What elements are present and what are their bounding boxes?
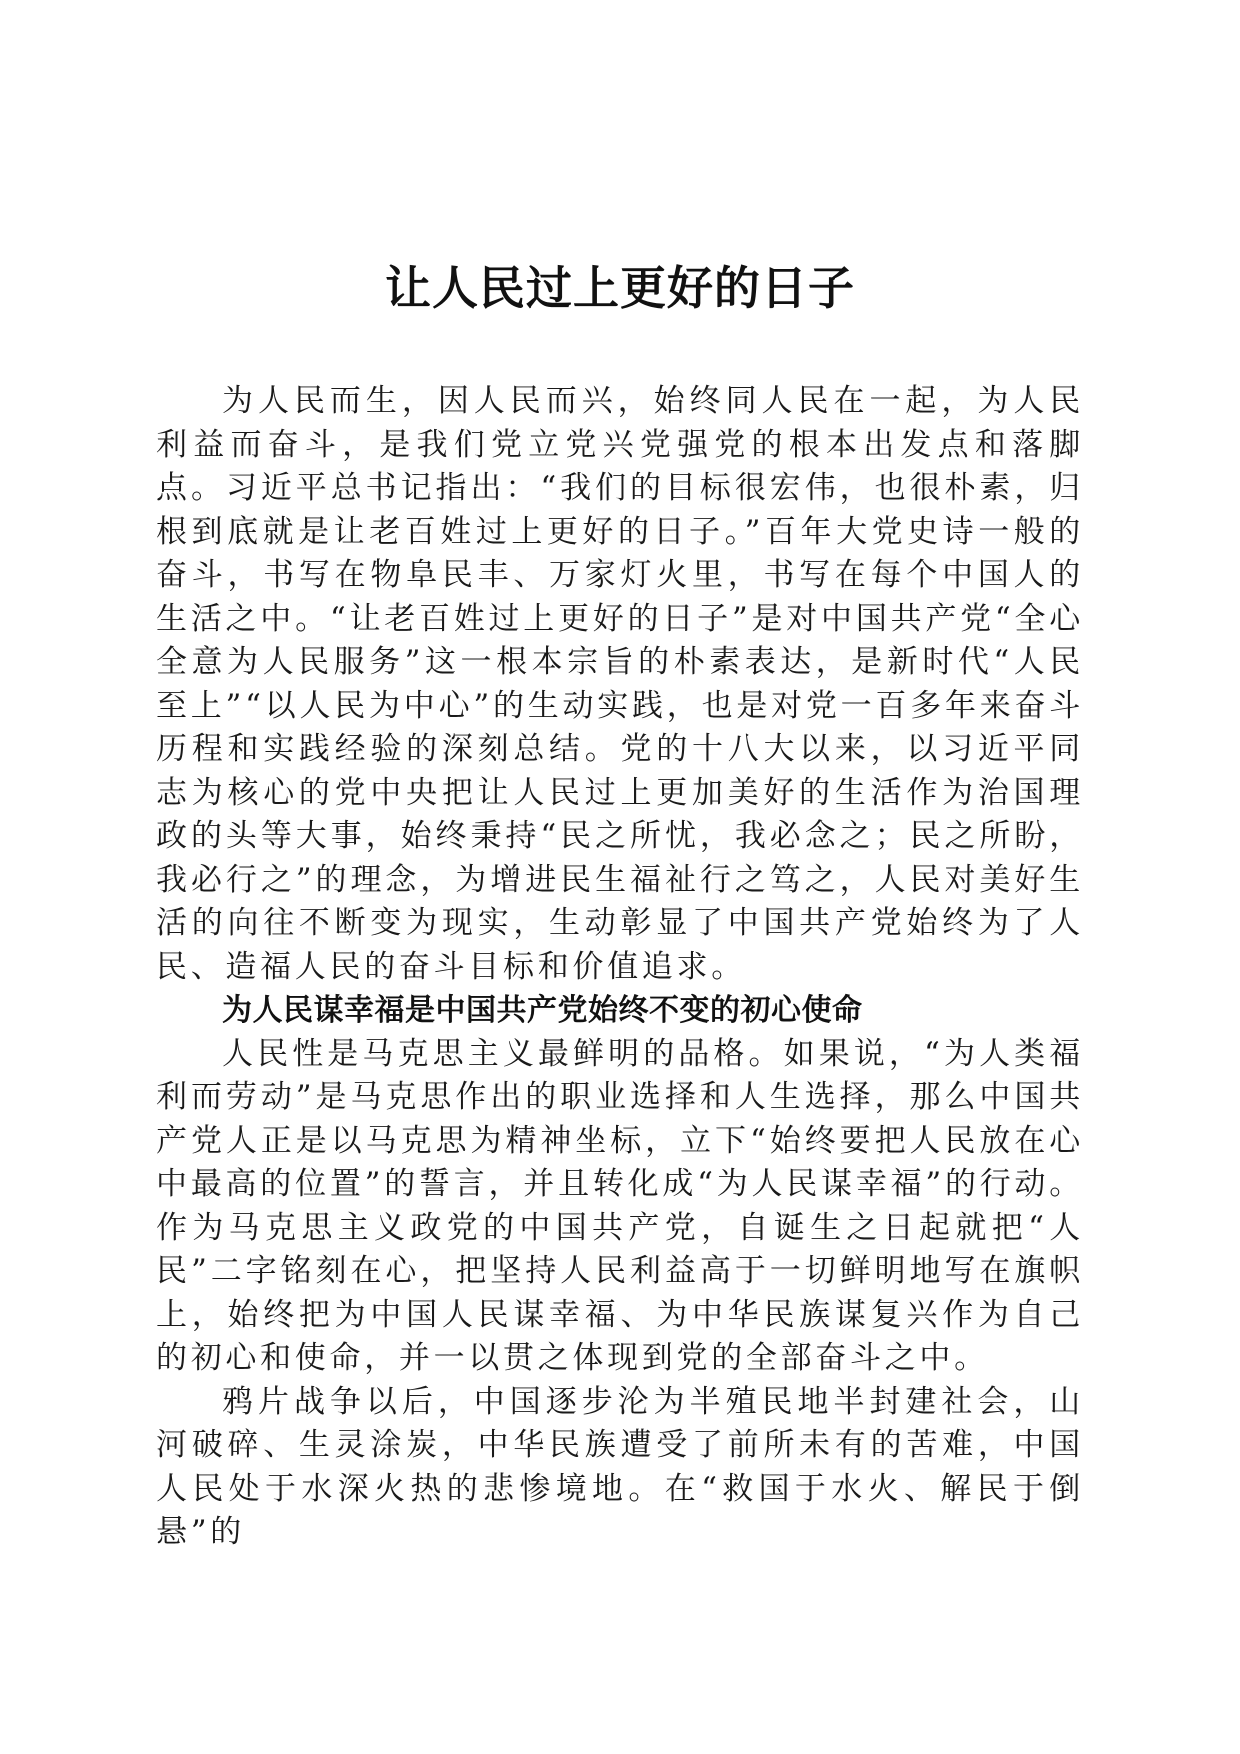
paragraph-intro: 为人民而生，因人民而兴，始终同人民在一起，为人民利益而奋斗，是我们党立党兴党强党的根本出发点和落脚点。习近平总书记指出：“我们的目标很宏伟，也很朴素，归根到底就是让老百姓过上更好的日子。”百年大党史诗一般的奋斗，书写在物阜民丰、万家灯火里，书写在每个中国人的生活之中。“让老百姓过上更好的日子”是对中国共产党“全心全意为人民服务”这一根本宗旨的朴素表达，是新时代“人民至上”“以人民为中心”的生动实践，也是对党一百多年来奋斗历程和实践经验的深刻总结。党的十八大以来，以习近平同志为核心的党中央把让人民过上更加美好的生活作为治国理政的头等大事，始终秉持“民之所忧，我必念之；民之所盼，我必行之”的理念，为增进民生福祉行之笃之，人民对美好生活的向往不断变为现实，生动彰显了中国共产党始终为了人民、造福人民的奋斗目标和价值追求。 (156, 383, 1084, 985)
document-title: 让人民过上更好的日子 (385, 261, 855, 315)
document-body (156, 380, 1084, 1555)
section-heading: 为人民谋幸福是中国共产党始终不变的初心使命 (222, 993, 863, 1028)
paragraph-history: 鸦片战争以后，中国逐步沦为半殖民地半封建社会，山河破碎、生灵涂炭，中华民族遭受了前所未有的苦难，中国人民处于水深火热的悲惨境地。在“救国于水火、解民于倒悬”的 (156, 1383, 1084, 1550)
paragraph-marxism: 人民性是马克思主义最鲜明的品格。如果说，“为人类福利而劳动”是马克思作出的职业选择和人生选择，那么中国共产党人正是以马克思为精神坐标，立下“始终要把人民放在心中最高的位置”的誓言，并且转化成“为人民谋幸福”的行动。作为马克思主义政党的中国共产党，自诞生之日起就把“人民”二字铭刻在心，把坚持人民利益高于一切鲜明地写在旗帜上，始终把为中国人民谋幸福、为中华民族谋复兴作为自己的初心和使命，并一以贯之体现到党的全部奋斗之中。 (156, 1035, 1084, 1376)
